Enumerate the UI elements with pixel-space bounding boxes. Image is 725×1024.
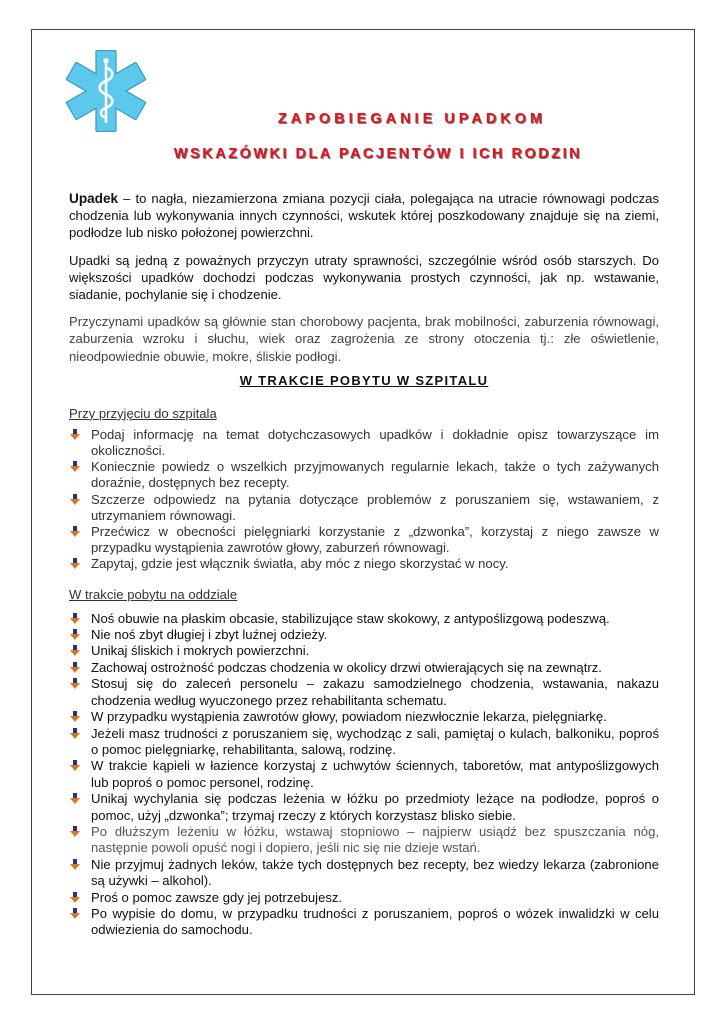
list-item: W trakcie kąpieli w łazience korzystaj z uchwytów ściennych, taboretów, mat antypoślizgowych lub poproś o pomoc personel, rodzinę. xyxy=(69,758,659,791)
paragraph-3: Przyczynami upadków są głównie stan chorobowy pacjenta, brak mobilności, zaburzenia równowagi, zaburzenia wzroku i słuchu, wiek oraz zagrożenia ze strony otoczenia tj.: złe oświetlenie, nieodpowiednie obuwie, mokre, śliskie podłogi. xyxy=(69,314,659,364)
arrow-bullet-icon xyxy=(69,859,81,871)
arrow-bullet-icon xyxy=(69,526,81,538)
arrow-bullet-icon xyxy=(69,678,81,690)
arrow-bullet-icon xyxy=(69,826,81,838)
arrow-bullet-icon xyxy=(69,662,81,674)
title-line-2: WSKAZÓWKI DLA PACJENTÓW I ICH RODZIN xyxy=(173,146,583,162)
list-item: Stosuj się do zaleceń personelu – zakazu samodzielnego chodzenia, wstawania, nakazu chodzenia według wyuczonego przez rehabilitanta schematu. xyxy=(69,676,659,709)
arrow-bullet-icon xyxy=(69,728,81,740)
admission-list xyxy=(69,427,659,573)
arrow-bullet-icon xyxy=(69,613,81,625)
arrow-bullet-icon xyxy=(69,760,81,772)
paragraph-2: Upadki są jedną z poważnych przyczyn utraty sprawności, szczególnie wśród osób starszych. Do większości upadków dochodzi podczas wykonywania prostych czynności, jak np. wstawanie, siadanie, pochylanie się i chodzenie. xyxy=(69,252,659,303)
ward-heading: W trakcie pobytu na oddziale xyxy=(69,586,238,602)
list-item: W przypadku wystąpienia zawrotów głowy, powiadom niezwłocznie lekarza, pielęgniarkę. xyxy=(69,709,659,725)
arrow-bullet-icon xyxy=(69,793,81,805)
term-upadek: Upadek xyxy=(69,191,119,206)
list-item: Podaj informację na temat dotychczasowych upadków i dokładnie opisz towarzyszące im okoliczności. xyxy=(69,427,659,459)
list-item: Jeżeli masz trudności z poruszaniem się, wychodząc z sali, pamiętaj o kulach, balkoniku, poproś o pomoc pielęgniarkę, rehabilitanta, salową, rodzinę. xyxy=(69,726,659,759)
arrow-bullet-icon xyxy=(69,908,81,920)
arrow-bullet-icon xyxy=(69,645,81,657)
arrow-bullet-icon xyxy=(69,558,81,570)
arrow-bullet-icon xyxy=(69,494,81,506)
list-item: Przećwicz w obecności pielęgniarki korzystanie z „dzwonka”, korzystaj z niego zawsze w przypadku wystąpienia zawrotów głowy, zaburzeń równowagi. xyxy=(69,524,659,556)
list-item: Unikaj wychylania się podczas leżenia w łóżku po przedmioty leżące na podłodze, poproś o pomoc, użyj „dzwonka”; trzymaj rzeczy z których korzystasz blisko siebie. xyxy=(69,791,659,824)
list-item: Zapytaj, gdzie jest włącznik światła, aby móc z niego skorzystać w nocy. xyxy=(69,556,659,572)
list-item: Szczerze odpowiedz na pytania dotyczące problemów z poruszaniem się, wstawaniem, z utrzymaniem równowagi. xyxy=(69,492,659,524)
list-item: Koniecznie powiedz o wszelkich przyjmowanych regularnie lekach, także o tych zażywanych doraźnie, dostępnych bez recepty. xyxy=(69,459,659,491)
list-item: Po wypisie do domu, w przypadku trudności z poruszaniem, poproś o wózek inwalidzki w celu odwiezienia do samochodu. xyxy=(69,906,659,939)
arrow-bullet-icon xyxy=(69,429,81,441)
list-item: Nie przyjmuj żadnych leków, także tych dostępnych bez recepty, bez wiedzy lekarza (zabronione są używki – alkohol). xyxy=(69,857,659,890)
arrow-bullet-icon xyxy=(69,461,81,473)
document-body xyxy=(69,190,659,939)
list-item: Po dłuższym leżeniu w łóżku, wstawaj stopniowo – najpierw usiądź bez spuszczania nóg, następnie powoli opuść nogi i dopiero, jeśli nic się nie dzieje wstań. xyxy=(69,824,659,857)
arrow-bullet-icon xyxy=(69,711,81,723)
arrow-bullet-icon xyxy=(69,629,81,641)
ward-list xyxy=(69,611,659,939)
intro-paragraph xyxy=(69,190,659,242)
arrow-bullet-icon xyxy=(69,892,81,904)
title-line-1: ZAPOBIEGANIE UPADKOM xyxy=(277,111,547,127)
definition-text: – to nagła, niezamierzona zmiana pozycji ciała, polegająca na utracie równowagi podczas chodzenia lub wykonywania innych czynności, wskutek której poszkodowany znajduje się na ziemi, podłodze lub nisko położonej powierzchni. xyxy=(69,191,659,241)
section-title: W TRAKCIE POBYTU W SZPITALU xyxy=(239,372,489,388)
list-item: Proś o pomoc zawsze gdy jej potrzebujesz. xyxy=(69,890,659,906)
list-item: Noś obuwie na płaskim obcasie, stabilizujące staw skokowy, z antypoślizgową podeszwą. xyxy=(69,611,659,627)
admission-heading: Przy przyjęciu do szpitala xyxy=(69,405,217,421)
list-item: Zachowaj ostrożność podczas chodzenia w okolicy drzwi otwierających się na zewnątrz. xyxy=(69,660,659,676)
list-item: Nie noś zbyt długiej i zbyt luźnej odzieży. xyxy=(69,627,659,643)
list-item: Unikaj śliskich i mokrych powierzchni. xyxy=(69,643,659,659)
